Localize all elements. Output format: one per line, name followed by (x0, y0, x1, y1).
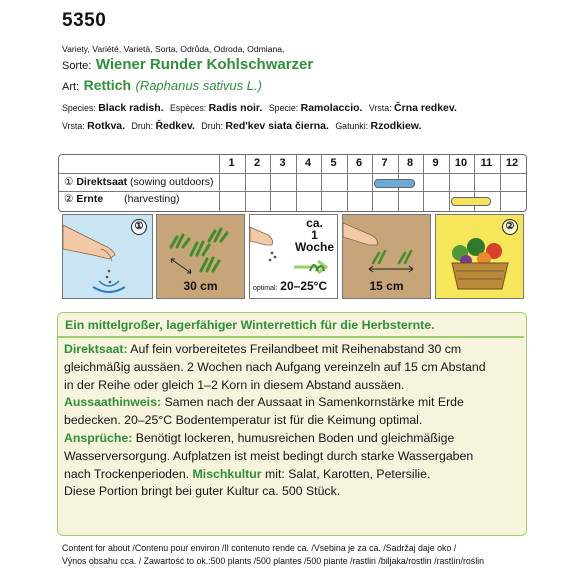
art-value: Rettich (83, 77, 132, 93)
calendar-activity-sowing (64, 176, 214, 188)
species-label: Gatunki: (335, 121, 369, 131)
sowing-calendar (58, 154, 527, 212)
pictogram-sowing (62, 214, 153, 299)
activity-name: Ernte (76, 193, 104, 205)
species-value: Black radish. (98, 102, 164, 114)
species-value: Red'kev siata čierna. (225, 120, 329, 132)
seedling-rows-icon (157, 215, 244, 275)
body-text: bedecken. 20–25°C Bodentemperatur ist für die Keimung optimal. (64, 413, 423, 428)
body-text: nach Trockenperioden. (64, 466, 193, 481)
species-label: Druh: (131, 121, 154, 131)
section-label: Ansprüche: (64, 430, 133, 445)
content-info-2: Výnos obsahu cca. / Zawartość to ok.:500 plants /500 plantes /500 piante /rastlin /biljaka/rostlin /rastlín/roślin (62, 556, 484, 566)
art-label: Art: (62, 81, 80, 93)
month-header: 12 (505, 157, 519, 169)
species-translations-2 (62, 120, 422, 132)
month-header: 11 (480, 157, 493, 169)
month-header: 6 (355, 157, 363, 169)
circled-one-icon: ① (64, 176, 74, 188)
species-label: Species: (62, 103, 96, 113)
harvest-period-bar (451, 197, 492, 206)
plant-spacing-label: 15 cm (369, 279, 404, 293)
species-label: Vrsta: (62, 121, 85, 131)
portion-text: Diese Portion bringt bei guter Kultur ca. 500 Stück. (64, 484, 341, 499)
month-header: 7 (381, 157, 388, 169)
body-text: in der Reihe oder gleich 1–2 Korn in diesem Abstand aussäen. (64, 377, 405, 392)
species-label: Druh: (201, 121, 223, 131)
pictogram-harvest (435, 214, 524, 299)
calendar-row-sowing (59, 174, 526, 192)
duration-line: 1 Woche (294, 228, 335, 254)
activity-name: Direktsaat (76, 176, 128, 188)
month-header: 10 (454, 157, 468, 169)
sowing-period-bar (374, 179, 415, 188)
optimal-label: optimal: (253, 285, 278, 292)
content-info-1: Content for about /Contenu pour environ /Il contenuto rende ca. /Vsebina je za ca. /Sadržaj daje oko / (62, 543, 457, 553)
body-text: Auf fein vorbereitetes Freilandbeet mit Reihenabstand 30 cm (127, 342, 462, 356)
sowing-paragraph (64, 341, 519, 501)
pictogram-germination (249, 214, 338, 299)
body-text: mit: Salat, Karotten, Petersilie. (261, 466, 431, 481)
activity-translation: (harvesting) (124, 193, 180, 205)
section-label: Mischkultur (192, 466, 262, 481)
body-text: Benötigt lockeren, humusreichen Boden und gleichmäßige (132, 430, 455, 445)
month-header: 8 (406, 157, 414, 169)
month-header: 5 (330, 157, 337, 169)
row-spacing-label: 30 cm (183, 279, 218, 293)
sorte-label: Sorte: (62, 60, 92, 72)
section-label: Direktsaat: (64, 342, 128, 356)
optimal-temperature (253, 279, 327, 293)
step-number-badge: ② (502, 219, 518, 235)
month-header: 4 (304, 157, 312, 169)
circled-two-icon: ② (64, 193, 74, 205)
species-value: Rzodkiew. (370, 120, 422, 132)
body-text: Samen nach der Aussaat in Samenkornstärke mit Erde (161, 395, 464, 410)
species-translations-1 (62, 102, 457, 114)
month-header: 9 (432, 157, 439, 169)
divider (58, 336, 524, 338)
month-header: 3 (279, 157, 286, 169)
species-value: Ramolaccio. (300, 102, 363, 114)
species-value: Radis noir. (208, 102, 263, 114)
activity-translation: (sowing outdoors) (130, 176, 214, 188)
duration-label (292, 217, 337, 253)
calendar-activity-harvest (64, 193, 180, 205)
species-value: Črna redkev. (394, 102, 457, 114)
species-label: Vrsta: (368, 103, 392, 113)
pictogram-row-spacing (156, 214, 245, 299)
species-label: Specie: (268, 103, 299, 113)
month-header: 1 (228, 157, 235, 169)
month-header: 2 (253, 157, 261, 169)
body-text: Wasserversorgung. Aufplatzen ist meist bedingt durch starke Wassergaben (64, 448, 474, 463)
variety-name (62, 56, 313, 74)
species-value: Ředkev. (155, 120, 195, 132)
headline: Ein mittelgroßer, lagerfähiger Winterrettich für die Herbsternte. (65, 318, 435, 332)
section-label: Aussaathinweis: (64, 395, 162, 410)
species-label: Espèces: (170, 103, 207, 113)
species-name (62, 77, 262, 95)
product-code: 5350 (62, 10, 107, 31)
duration-line: ca. (306, 216, 323, 230)
pictogram-thinning (342, 214, 431, 299)
sorte-value: Wiener Runder Kohlschwarzer (95, 56, 314, 73)
species-value: Rotkva. (87, 120, 126, 132)
thinning-hand-icon (343, 215, 430, 275)
body-text: gleichmäßig aussäen. 2 Wochen nach Aufgang vereinzeln auf 15 cm Abstand (64, 359, 486, 374)
art-latin: (Raphanus sativus L.) (135, 78, 262, 93)
optimal-value: 20–25°C (280, 279, 328, 293)
variety-line: Variety, Variété, Varietà, Sorta, Odrůda, Odroda, Odmiana, (62, 44, 285, 54)
step-number-badge: ① (131, 219, 147, 235)
